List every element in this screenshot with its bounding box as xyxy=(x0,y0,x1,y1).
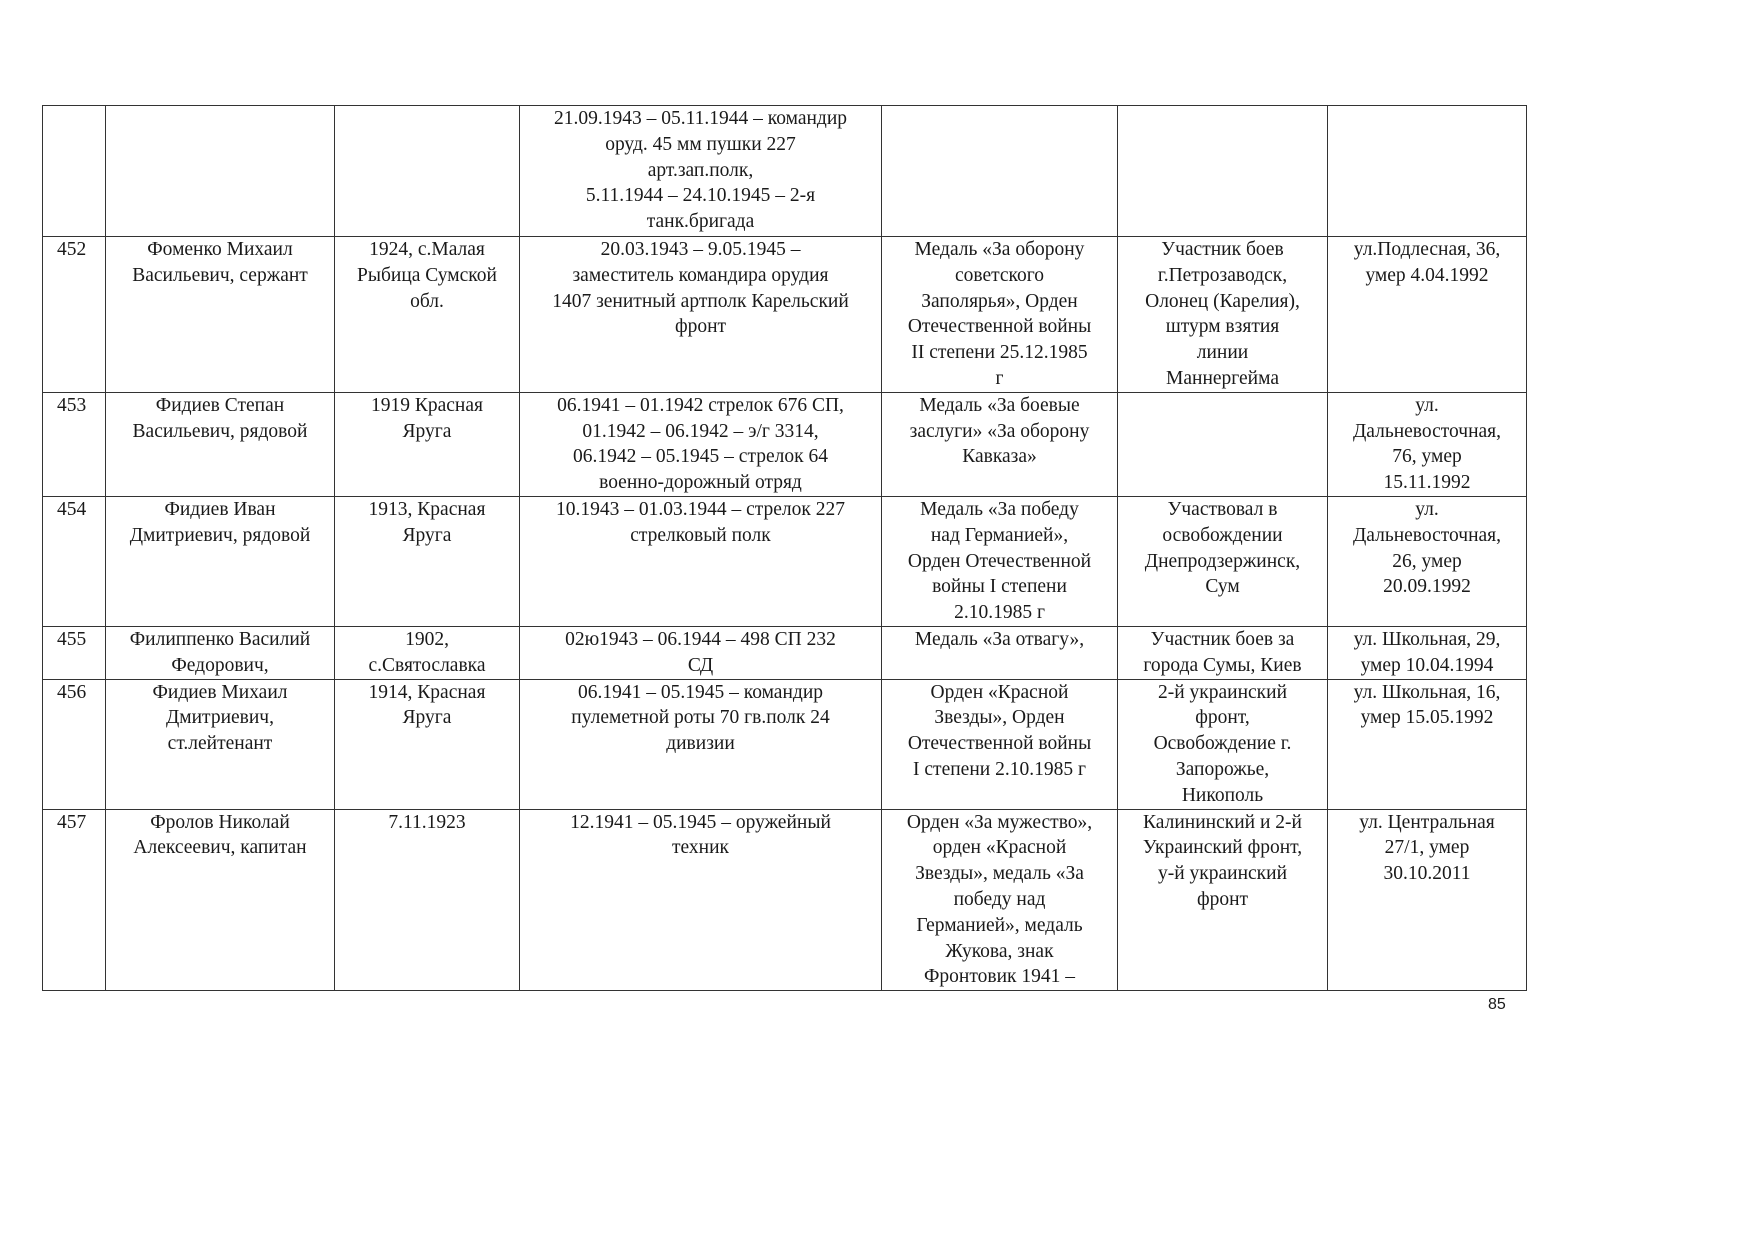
cell-awards xyxy=(882,679,1118,809)
cell-battles-participation xyxy=(1118,392,1328,496)
cell-address-death-date xyxy=(1328,626,1527,679)
cell-service-history xyxy=(520,392,882,496)
table-row xyxy=(43,237,1527,393)
cell-birth-year-place xyxy=(335,392,520,496)
person-name-rank-text: Фидиев Иван Дмитриевич, рядовой xyxy=(129,498,311,546)
person-name-rank-text: Фидиев Михаил Дмитриевич, ст.лейтенант xyxy=(152,681,288,755)
address-death-date-text: ул. Дальневосточная, 76, умер 15.11.1992 xyxy=(1352,394,1502,494)
person-name-rank-text: Фоменко Михаил Васильевич, сержант xyxy=(132,239,308,286)
awards-text: Медаль «За победу над Германией», Орден Отечественной войны I степени 2.10.1985 г xyxy=(907,498,1092,624)
service-history-text: 12.1941 – 05.1945 – оружейный техник xyxy=(570,811,831,859)
person-name-rank-text: Филиппенко Василий Федорович, xyxy=(129,628,311,676)
cell-address-death-date xyxy=(1328,237,1527,393)
cell-record-number xyxy=(43,237,106,393)
records-table xyxy=(42,105,1527,991)
birth-year-place-text: 7.11.1923 xyxy=(388,811,466,833)
cell-person-name-rank xyxy=(106,809,335,991)
cell-service-history xyxy=(520,679,882,809)
cell-battles-participation xyxy=(1118,679,1328,809)
record-number-text: 456 xyxy=(57,681,87,703)
person-name-rank-text: Фидиев Степан Васильевич, рядовой xyxy=(132,394,308,442)
cell-person-name-rank xyxy=(106,496,335,626)
cell-record-number xyxy=(43,626,106,679)
cell-record-number xyxy=(43,496,106,626)
cell-person-name-rank xyxy=(106,106,335,237)
person-name-rank-text: Фролов Николай Алексеевич, капитан xyxy=(133,811,307,859)
cell-battles-participation xyxy=(1118,237,1328,393)
cell-service-history xyxy=(520,809,882,991)
cell-address-death-date xyxy=(1328,106,1527,237)
service-history-text: 06.1941 – 01.1942 стрелок 676 СП, 01.1942 – 06.1942 – э/г 3314, 06.1942 – 05.1945 – стрелок 64 военно-дорожный отряд xyxy=(557,394,844,494)
page-number: 85 xyxy=(1488,996,1506,1013)
cell-service-history xyxy=(520,237,882,393)
cell-address-death-date xyxy=(1328,809,1527,991)
table-row xyxy=(43,106,1527,237)
cell-awards xyxy=(882,237,1118,393)
record-number-text: 453 xyxy=(57,394,87,416)
cell-birth-year-place xyxy=(335,679,520,809)
cell-awards xyxy=(882,392,1118,496)
birth-year-place-text: 1913, Красная Яруга xyxy=(368,498,486,546)
battles-participation-text: 2-й украинский фронт, Освобождение г. Запорожье, Никополь xyxy=(1153,681,1292,806)
cell-service-history xyxy=(520,496,882,626)
cell-person-name-rank xyxy=(106,237,335,393)
cell-birth-year-place xyxy=(335,106,520,237)
service-history-text: 06.1941 – 05.1945 – командир пулеметной роты 70 гв.полк 24 дивизии xyxy=(571,681,830,755)
cell-birth-year-place xyxy=(335,809,520,991)
record-number-text: 455 xyxy=(57,628,87,650)
service-history-text: 21.09.1943 – 05.11.1944 – командир оруд. 45 мм пушки 227 арт.зап.полк, 5.11.1944 – 24.10.1945 – 2-я танк.бригада xyxy=(553,108,848,233)
address-death-date-text: ул. Центральная 27/1, умер 30.10.2011 xyxy=(1359,811,1495,885)
cell-record-number xyxy=(43,106,106,237)
cell-birth-year-place xyxy=(335,237,520,393)
cell-birth-year-place xyxy=(335,626,520,679)
cell-record-number xyxy=(43,679,106,809)
cell-awards xyxy=(882,809,1118,991)
table-row xyxy=(43,679,1527,809)
table-row xyxy=(43,496,1527,626)
cell-person-name-rank xyxy=(106,679,335,809)
cell-birth-year-place xyxy=(335,496,520,626)
cell-awards xyxy=(882,626,1118,679)
birth-year-place-text: 1924, с.Малая Рыбица Сумской обл. xyxy=(357,239,497,312)
cell-awards xyxy=(882,496,1118,626)
birth-year-place-text: 1902, с.Святославка xyxy=(368,628,486,676)
cell-address-death-date xyxy=(1328,496,1527,626)
cell-battles-participation xyxy=(1118,626,1328,679)
record-number-text: 457 xyxy=(57,811,87,833)
cell-battles-participation xyxy=(1118,496,1328,626)
cell-awards xyxy=(882,106,1118,237)
cell-address-death-date xyxy=(1328,679,1527,809)
cell-person-name-rank xyxy=(106,626,335,679)
battles-participation-text: Участник боев за города Сумы, Киев xyxy=(1143,628,1302,676)
cell-address-death-date xyxy=(1328,392,1527,496)
cell-battles-participation xyxy=(1118,809,1328,991)
table-row xyxy=(43,626,1527,679)
address-death-date-text: ул.Подлесная, 36, умер 4.04.1992 xyxy=(1353,239,1501,286)
records-table-body xyxy=(43,106,1527,991)
awards-text: Медаль «За боевые заслуги» «За оборону Кавказа» xyxy=(909,394,1090,468)
birth-year-place-text: 1914, Красная Яруга xyxy=(368,681,486,729)
awards-text: Орден «За мужество», орден «Красной Звезды», медаль «За победу над Германией», медаль Жукова, знак Фронтовик 1941 – xyxy=(906,811,1093,988)
cell-battles-participation xyxy=(1118,106,1328,237)
cell-record-number xyxy=(43,392,106,496)
cell-record-number xyxy=(43,809,106,991)
service-history-text: 10.1943 – 01.03.1944 – стрелок 227 стрелковый полк xyxy=(555,498,846,546)
cell-person-name-rank xyxy=(106,392,335,496)
birth-year-place-text: 1919 Красная Яруга xyxy=(370,394,483,442)
table-row xyxy=(43,392,1527,496)
awards-text: Орден «Красной Звезды», Орден Отечественной войны I степени 2.10.1985 г xyxy=(907,681,1092,780)
battles-participation-text: Участвовал в освобождении Днепродзержинск, Сум xyxy=(1144,498,1301,598)
service-history-text: 20.03.1943 – 9.05.1945 – заместитель командира орудия 1407 зенитный артполк Карельский фронт xyxy=(552,239,849,338)
address-death-date-text: ул. Школьная, 16, умер 15.05.1992 xyxy=(1353,681,1501,729)
cell-service-history xyxy=(520,626,882,679)
table-row xyxy=(43,809,1527,991)
record-number-text: 454 xyxy=(57,498,87,520)
battles-participation-text: Участник боев г.Петрозаводск, Олонец (Карелия), штурм взятия линии Маннергейма xyxy=(1145,239,1300,389)
address-death-date-text: ул. Дальневосточная, 26, умер 20.09.1992 xyxy=(1352,498,1502,598)
battles-participation-text: Калининский и 2-й Украинский фронт, у-й украинский фронт xyxy=(1142,811,1303,910)
record-number-text: 452 xyxy=(57,239,87,260)
address-death-date-text: ул. Школьная, 29, умер 10.04.1994 xyxy=(1353,628,1501,676)
service-history-text: 02ю1943 – 06.1944 – 498 СП 232 СД xyxy=(565,628,836,676)
awards-text: Медаль «За оборону советского Заполярья», Орден Отечественной войны II степени 25.12.1985 г xyxy=(907,239,1092,389)
cell-service-history xyxy=(520,106,882,237)
awards-text: Медаль «За отвагу», xyxy=(914,628,1085,650)
